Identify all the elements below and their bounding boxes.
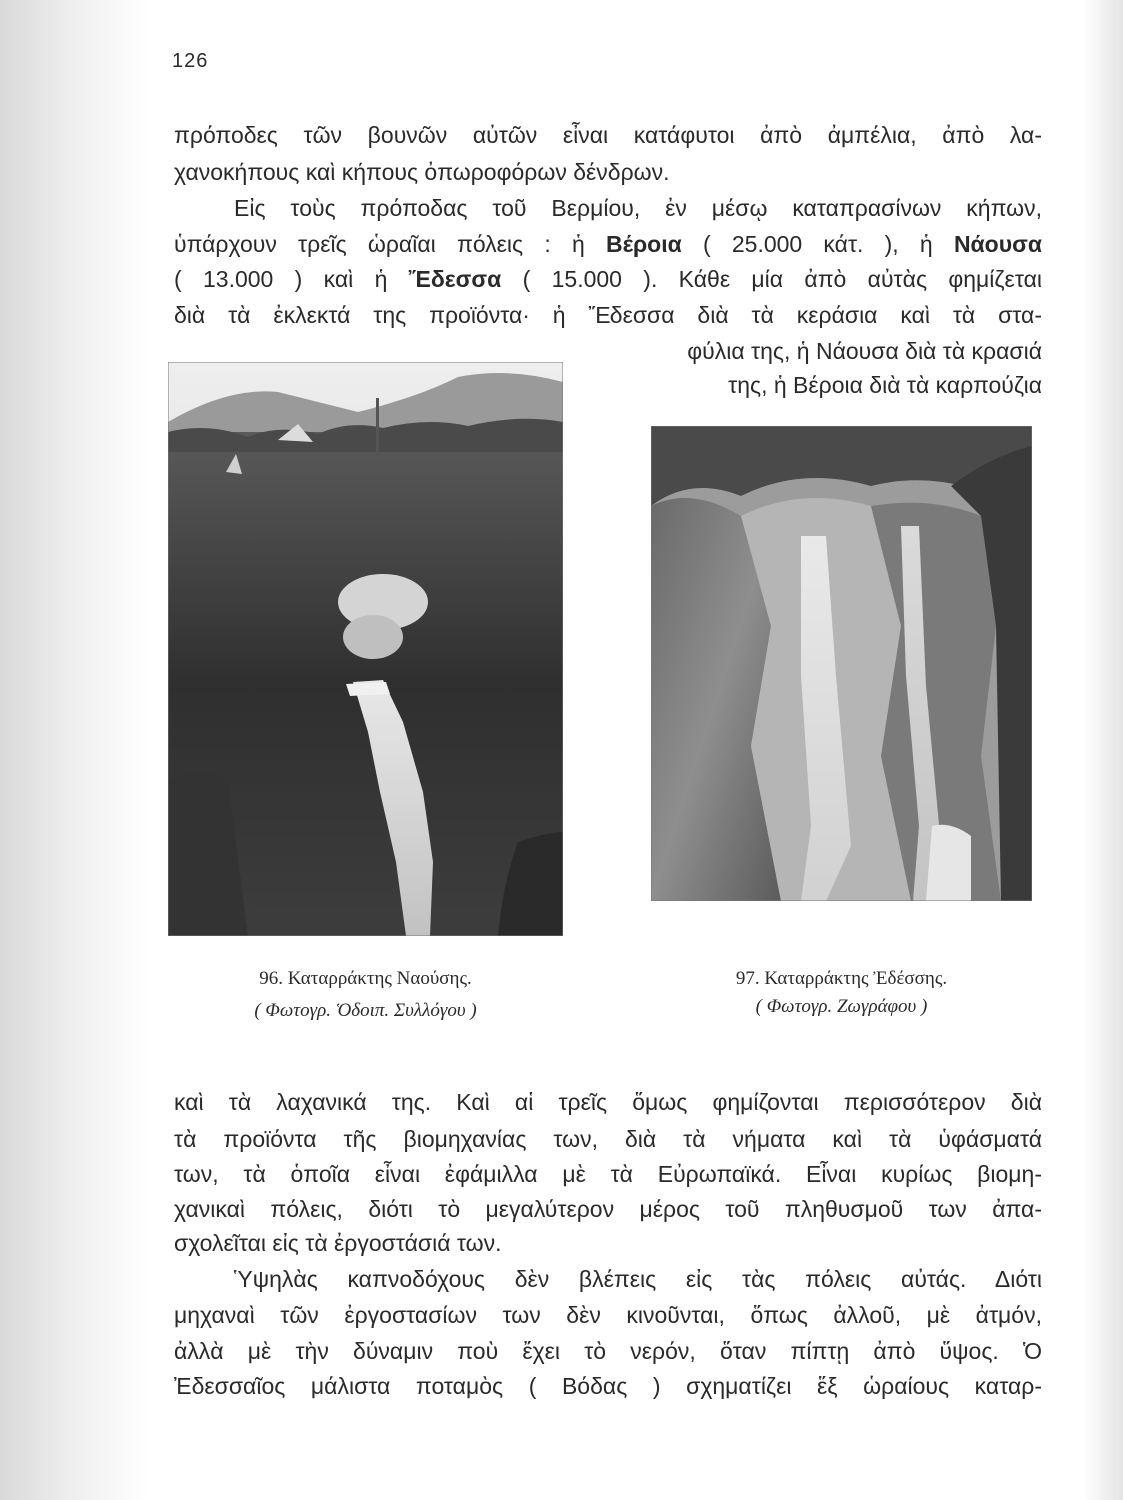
text-line: Εἰς τοὺς πρόποδας τοῦ Βερμίου, ἐν μέσῳ καταπρασίνων κήπων, [234,195,1042,221]
figure-credit: ( Φωτογρ. Ζωγράφου ) [755,996,928,1017]
figure-caption: 96. Καταρράκτης Ναούσης. [259,968,472,989]
text-run: ( 15.000 ). Κάθε μία ἀπὸ αὐτὰς φημίζεται [501,266,1042,292]
text-line: φύλια της, ἡ Νάουσα διὰ τὰ κρασιά [687,338,1042,364]
city-name-naousa: Νάουσα [953,231,1042,257]
text-line: Ἐδεσσαῖος μάλιστα ποταμὸς ( Βόδας ) σχηματίζει ἕξ ὡραίους καταρ- [174,1373,1042,1399]
text-line [174,264,1042,294]
text-line: καὶ τὰ λαχανικά της. Καὶ αἱ τρεῖς ὅμως φημίζονται περισσότερον διὰ [174,1089,1042,1115]
city-name-veroia: Βέροια [605,231,682,257]
text-line: πρόποδες τῶν βουνῶν αὐτῶν εἶναι κατάφυτοι ἀπὸ ἀμπέλια, ἀπὸ λα- [174,122,1042,148]
text-run: ( 13.000 ) καὶ ἡ [174,266,409,292]
waterfall-photo-edessa [651,426,1032,901]
waterfall-photo-naousa [168,362,563,936]
text-line: χανοκήπους καὶ κήπους ὀπωροφόρων δένδρων. [174,159,670,185]
text-line: Ὑψηλὰς καπνοδόχους δὲν βλέπεις εἰς τὰς πόλεις αὐτάς. Διότι [234,1266,1042,1292]
photo-edessa-waterfall [651,426,1032,901]
figure-credit: ( Φωτογρ. Ὁδοιπ. Συλλόγου ) [254,1000,477,1021]
page-binding-shadow [0,0,150,1500]
text-line: διὰ τὰ ἐκλεκτά της προϊόντα· ἡ Ἔδεσσα διὰ τὰ κεράσια καὶ τὰ στα- [174,302,1042,328]
text-line: ἀλλὰ μὲ τὴν δύναμιν ποὺ ἔχει τὸ νερόν, ὅταν πίπτῃ ἀπὸ ὕψος. Ὁ [174,1338,1042,1364]
text-line [174,229,1042,259]
text-line: σχολεῖται εἰς τὰ ἐργοστάσιά των. [174,1230,502,1256]
text-run: ( 25.000 κάτ. ), ἡ [681,231,954,257]
page-edge-shadow [1083,0,1123,1500]
figure-caption: 97. Καταρράκτης Ἐδέσσης. [735,968,948,989]
text-line: χανικαὶ πόλεις, διότι τὸ μεγαλύτερον μέρος τοῦ πληθυσμοῦ των ἀπα- [174,1196,1042,1222]
text-line: της, ἡ Βέροια διὰ τὰ καρπούζια [728,372,1042,398]
page-number: 126 [172,50,209,72]
text-run: ὑπάρχουν τρεῖς ὡραῖαι πόλεις : ἡ [174,231,606,257]
text-line: των, τὰ ὁποῖα εἶναι ἐφάμιλλα μὲ τὰ Εὐρωπαϊκά. Εἶναι κυρίως βιομη- [174,1161,1042,1187]
city-name-edessa: Ἔδεσσα [408,266,502,292]
photo-naousa-waterfall [168,362,563,936]
text-line: μηχαναὶ τῶν ἐργοστασίων των δὲν κινοῦνται, ὅπως ἀλλοῦ, μὲ ἀτμόν, [174,1302,1042,1328]
text-line: τὰ προϊόντα τῆς βιομηχανίας των, διὰ τὰ νήματα καὶ τὰ ὑφάσματά [174,1126,1042,1152]
